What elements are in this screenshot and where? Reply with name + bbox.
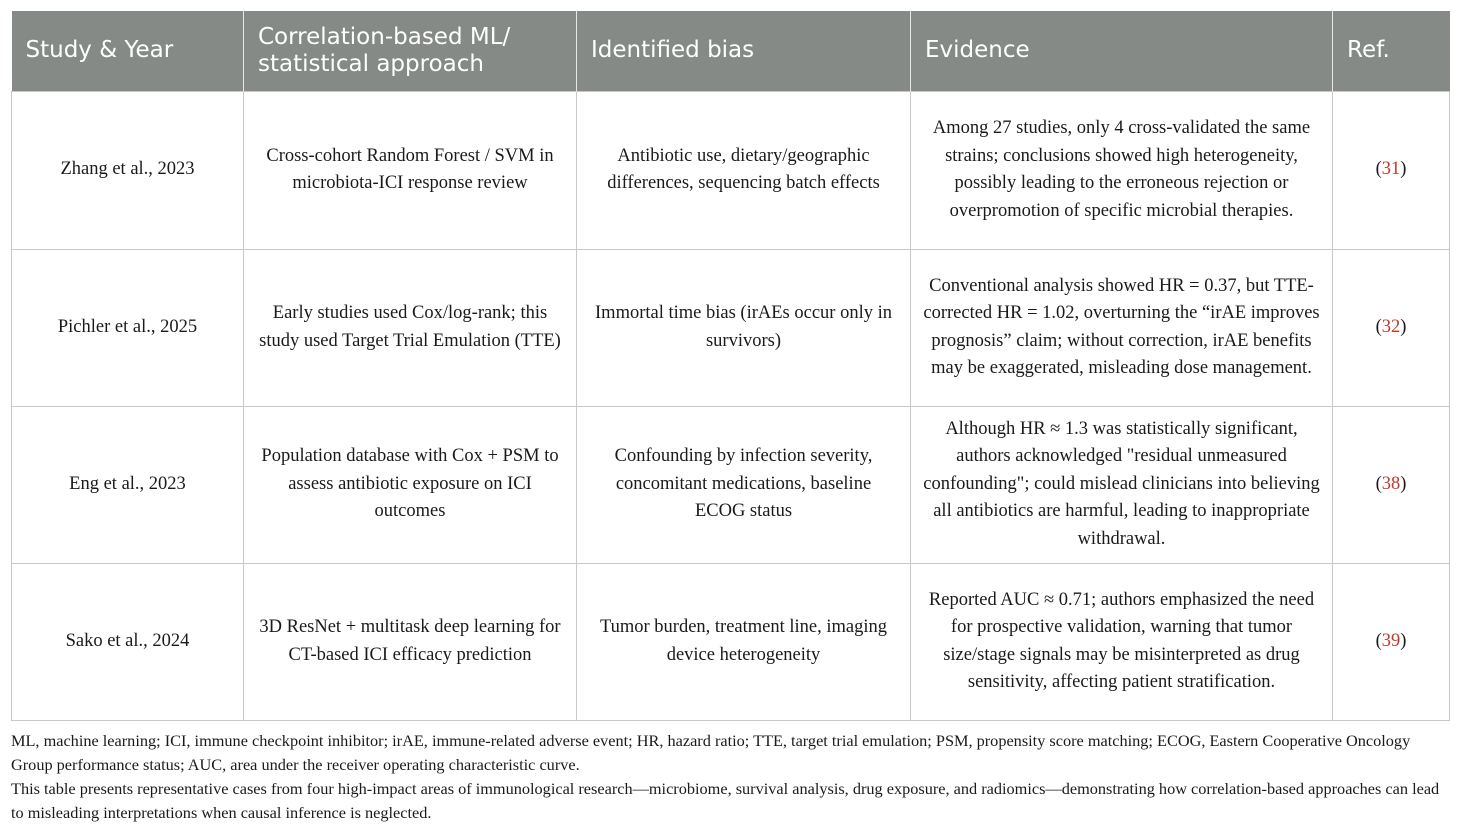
abbreviations-note: ML, machine learning; ICI, immune checkpoint inhibitor; irAE, immune-related adverse event; HR, hazard ratio; TTE, target trial emulation; PSM, propensity score matching; ECOG, Eastern Cooperative Oncology Group performance status; AUC, area under the receiver operating characteristic curve. xyxy=(11,731,1411,774)
table-row xyxy=(12,406,1450,563)
table-row xyxy=(12,249,1450,406)
description-note: This table presents representative cases from four high-impact areas of immunological research—microbiome, survival analysis, drug exposure, and radiomics—demonstrating how correlation-based approaches can lead to misleading interpretations when causal inference is neglected. xyxy=(11,779,1440,822)
table-row xyxy=(12,91,1450,249)
ref-link[interactable]: 39 xyxy=(1381,630,1401,651)
cell-study: Pichler et al., 2025 xyxy=(12,249,244,406)
table-container xyxy=(11,11,1449,721)
header-evidence: Evidence xyxy=(911,11,1333,91)
cell-bias: Antibiotic use, dietary/geographic differences, sequencing batch effects xyxy=(577,91,911,249)
cell-approach: 3D ResNet + multitask deep learning for CT-based ICI efficacy prediction xyxy=(244,563,577,720)
cell-bias: Confounding by infection severity, concomitant medications, baseline ECOG status xyxy=(577,406,911,563)
cell-evidence: Conventional analysis showed HR = 0.37, but TTE-corrected HR = 1.02, overturning the “irAE improves prognosis” claim; without correction, irAE benefits may be exaggerated, misleading dose management. xyxy=(911,249,1333,406)
header-row xyxy=(12,11,1450,91)
cell-evidence: Among 27 studies, only 4 cross-validated the same strains; conclusions showed high heterogeneity, possibly leading to the erroneous rejection or overpromotion of specific microbial therapies. xyxy=(911,91,1333,249)
cell-bias: Immortal time bias (irAEs occur only in survivors) xyxy=(577,249,911,406)
cell-bias: Tumor burden, treatment line, imaging device heterogeneity xyxy=(577,563,911,720)
cell-approach: Cross-cohort Random Forest / SVM in microbiota-ICI response review xyxy=(244,91,577,249)
cell-evidence: Reported AUC ≈ 0.71; authors emphasized the need for prospective validation, warning that tumor size/stage signals may be misinterpreted as drug sensitivity, affecting patient stratification. xyxy=(911,563,1333,720)
cell-study: Eng et al., 2023 xyxy=(12,406,244,563)
cell-ref: (31) xyxy=(1333,91,1450,249)
bias-table xyxy=(11,11,1450,721)
cell-ref: (39) xyxy=(1333,563,1450,720)
cell-study: Zhang et al., 2023 xyxy=(12,91,244,249)
cell-evidence: Although HR ≈ 1.3 was statistically significant, authors acknowledged "residual unmeasured confounding"; could mislead clinicians into believing all antibiotics are harmful, leading to inappropriate withdrawal. xyxy=(911,406,1333,563)
ref-link[interactable]: 32 xyxy=(1381,316,1401,337)
header-approach: Correlation-based ML/ statistical approach xyxy=(244,11,577,91)
cell-approach: Early studies used Cox/log-rank; this study used Target Trial Emulation (TTE) xyxy=(244,249,577,406)
header-study-year: Study & Year xyxy=(12,11,244,91)
cell-ref: (38) xyxy=(1333,406,1450,563)
cell-ref: (32) xyxy=(1333,249,1450,406)
table-footnotes xyxy=(11,729,1451,825)
cell-approach: Population database with Cox + PSM to assess antibiotic exposure on ICI outcomes xyxy=(244,406,577,563)
ref-link[interactable]: 31 xyxy=(1381,159,1401,180)
header-ref: Ref. xyxy=(1333,11,1450,91)
table-row xyxy=(12,563,1450,720)
cell-study: Sako et al., 2024 xyxy=(12,563,244,720)
header-bias: Identified bias xyxy=(577,11,911,91)
ref-link[interactable]: 38 xyxy=(1381,473,1401,494)
